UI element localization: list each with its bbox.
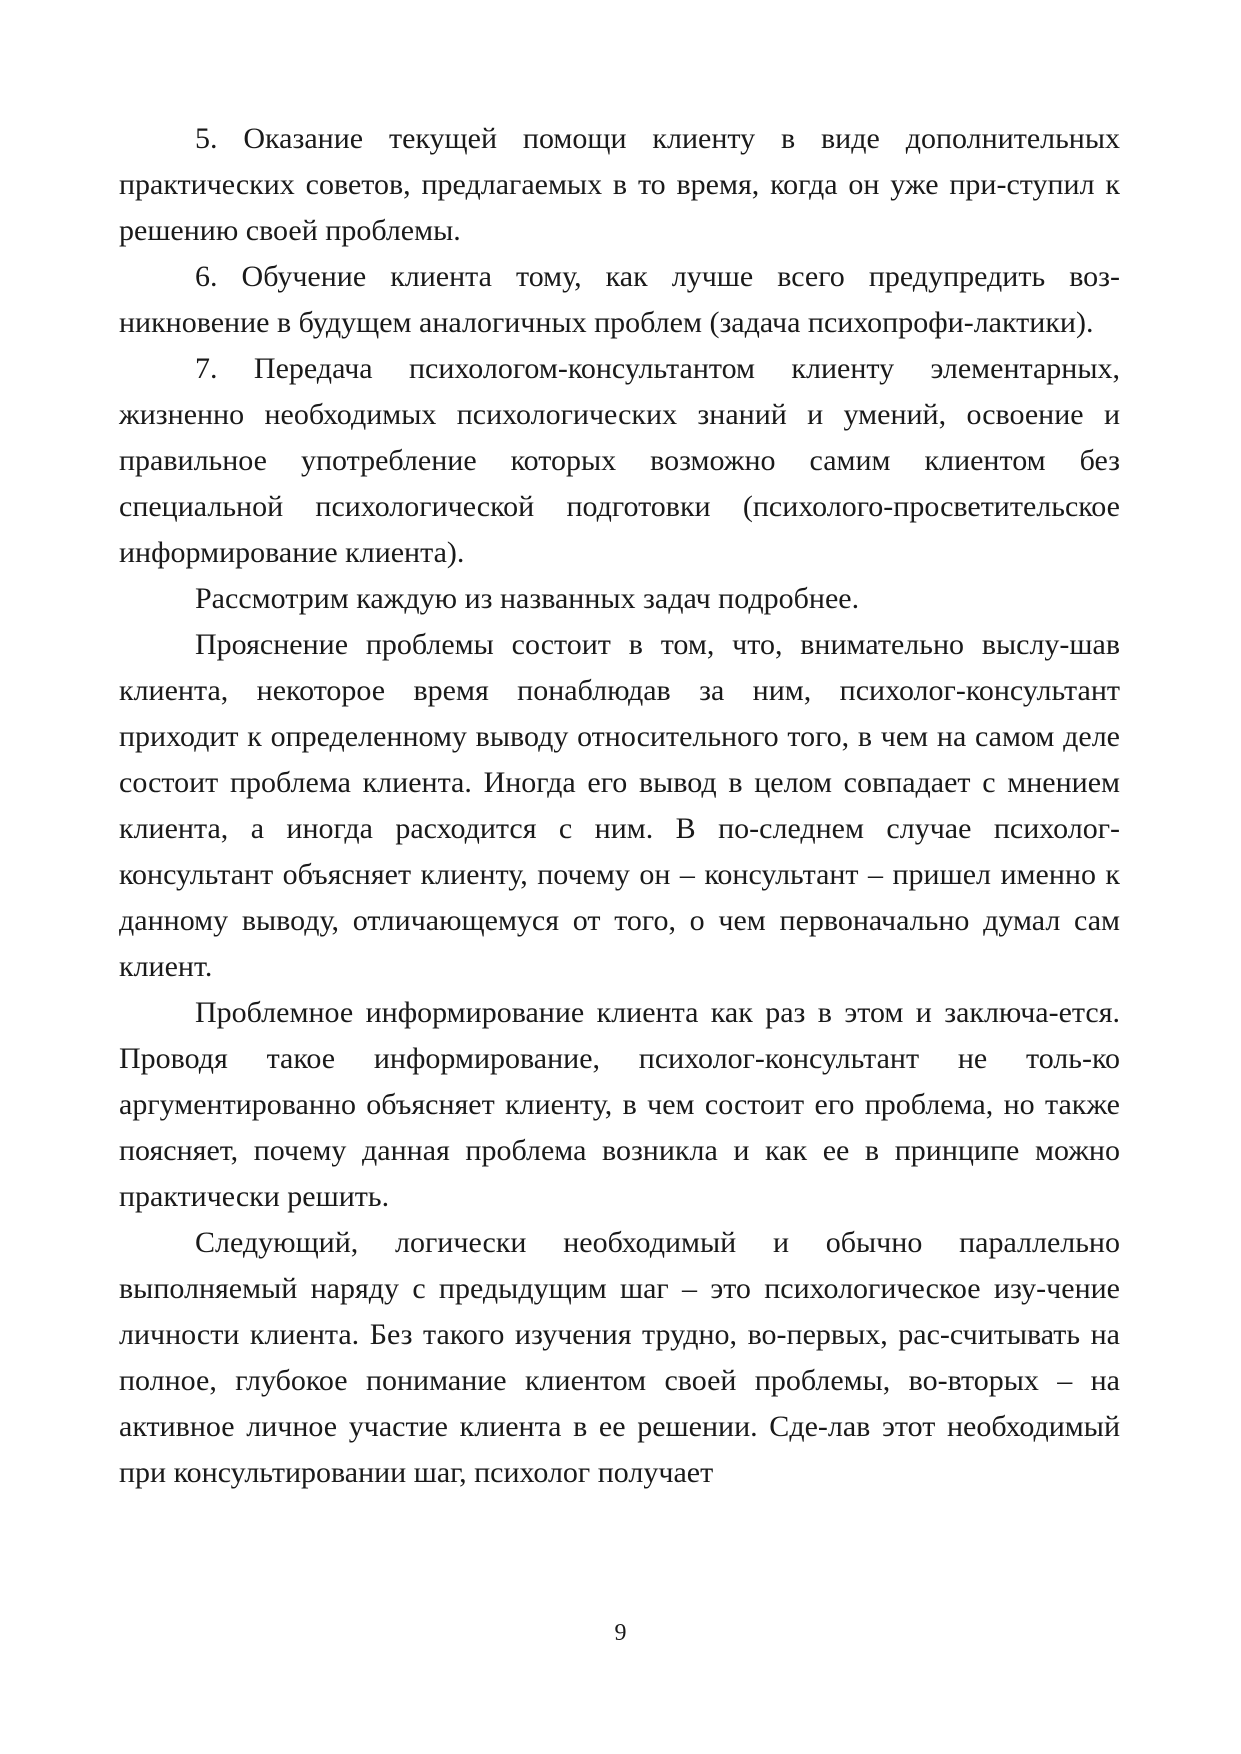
paragraph-intro: Рассмотрим каждую из названных задач подробнее. [195,582,860,615]
paragraph-item-5: 5. Оказание текущей помощи клиенту в виде дополнительных практических советов, предлагаемых в то время, когда он уже при-ступил к решению своей проблемы. [119,122,1120,247]
page-number: 9 [614,1620,627,1646]
paragraph-informing: Проблемное информирование клиента как раз в этом и заключа-ется. Проводя такое информирование, психолог-консультант не толь-ко аргументированно объясняет клиенту, в чем состоит его проблема, но также поясняет, почему данная проблема возникла и как ее в принципе можно практически решить. [119,996,1120,1213]
body-text [119,116,1120,1496]
paragraph-item-7: 7. Передача психологом-консультантом клиенту элементарных, жизненно необходимых психологических знаний и умений, освоение и правильное употребление которых возможно самим клиентом без специальной психологической подготовки (психолого-просветительское информирование клиента). [119,352,1120,569]
paragraph-item-6: 6. Обучение клиента тому, как лучше всего предупредить воз-никновение в будущем аналогичных проблем (задача психопрофи-лактики). [119,260,1120,339]
paragraph-clarification: Прояснение проблемы состоит в том, что, внимательно выслу-шав клиента, некоторое время понаблюдав за ним, психолог-консультант приходит к определенному выводу относительного того, в чем на самом деле состоит проблема клиента. Иногда его вывод в целом совпадает с мнением клиента, а иногда расходится с ним. В по-следнем случае психолог-консультант объясняет клиенту, почему он – консультант – пришел именно к данному выводу, отличающемуся от того, о чем первоначально думал сам клиент. [119,628,1120,983]
paragraph-personality-study: Следующий, логически необходимый и обычно параллельно выполняемый наряду с предыдущим шаг – это психологическое изу-чение личности клиента. Без такого изучения трудно, во-первых, рас-считывать на полное, глубокое понимание клиентом своей проблемы, во-вторых – на активное личное участие клиента в ее решении. Сде-лав этот необходимый при консультировании шаг, психолог получает [119,1226,1120,1489]
